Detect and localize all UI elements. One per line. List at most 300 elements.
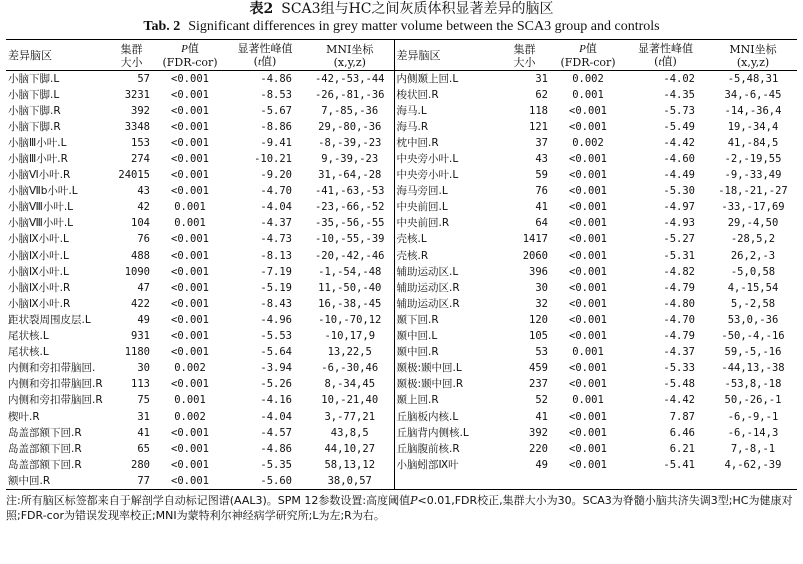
header-p-right: P值 (FDR-cor) <box>554 40 622 71</box>
left-mni-coords-cell: 44,10,27 <box>324 442 376 455</box>
left-cluster-size-cell: 274 <box>131 153 150 166</box>
left-t-value-cell: -5.53 <box>260 330 292 343</box>
right-region-cell: 壳核.R <box>394 248 495 264</box>
left-mni-coords-cell: -10,-70,12 <box>318 313 382 326</box>
table-row <box>6 119 797 135</box>
right-t-value-cell: -5.73 <box>663 104 695 117</box>
right-region-cell: 辅助运动区.R <box>394 280 495 296</box>
right-mni-coords-cell: -44,13,-38 <box>721 362 785 375</box>
table-row <box>6 329 797 345</box>
right-cluster-size-cell: 121 <box>529 120 548 133</box>
right-t-value-cell: -4.70 <box>663 313 695 326</box>
table-title-en <box>6 18 797 35</box>
left-mni-coords-cell: -6,-30,46 <box>321 362 379 375</box>
left-t-value-cell: -5.67 <box>260 104 292 117</box>
left-p-value-cell: <0.001 <box>171 136 209 149</box>
left-t-value-cell: -4.96 <box>260 313 292 326</box>
left-p-value-cell: <0.001 <box>171 233 209 246</box>
left-region-cell: 岛盖部额下回.R <box>8 426 82 439</box>
left-t-value-cell: -4.16 <box>260 394 292 407</box>
left-cluster-size-cell: 24015 <box>118 169 150 182</box>
left-mni-coords-cell: 11,-50,-40 <box>318 281 382 294</box>
right-cluster-size-cell: 37 <box>535 136 548 149</box>
left-p-value-cell: <0.001 <box>171 346 209 359</box>
right-cluster-size-cell: 30 <box>535 281 548 294</box>
right-p-value-cell: <0.001 <box>569 442 607 455</box>
table-row <box>6 232 797 248</box>
left-cluster-size-cell: 1180 <box>124 346 150 359</box>
right-mni-coords-cell <box>709 473 797 490</box>
table-row <box>6 345 797 361</box>
table-row <box>6 280 797 296</box>
table-row <box>6 361 797 377</box>
left-p-value-cell: <0.001 <box>171 104 209 117</box>
right-p-value-cell: <0.001 <box>569 458 607 471</box>
right-p-value-cell: <0.001 <box>569 233 607 246</box>
left-region-cell: 额中回.R <box>8 474 51 487</box>
left-mni-coords-cell: 58,13,12 <box>324 458 376 471</box>
header-region-left: 差异脑区 <box>6 40 107 71</box>
left-mni-coords-cell: -42,-53,-44 <box>314 72 385 85</box>
right-t-value-cell: -4.79 <box>663 281 695 294</box>
right-cluster-size-cell: 392 <box>529 426 548 439</box>
right-region-cell: 梭状回.R <box>394 87 495 103</box>
left-t-value-cell: -4.57 <box>260 426 292 439</box>
left-p-value-cell: <0.001 <box>171 281 209 294</box>
left-p-value-cell: <0.001 <box>171 474 209 487</box>
right-cluster-size-cell: 105 <box>529 330 548 343</box>
left-p-value-cell: <0.001 <box>171 72 209 85</box>
table-row <box>6 296 797 312</box>
left-mni-coords-cell: 7,-85,-36 <box>321 104 379 117</box>
table-row <box>6 184 797 200</box>
header-t-left: 显著性峰值 (t值) <box>224 40 306 71</box>
left-p-value-cell: <0.001 <box>171 249 209 262</box>
left-t-value-cell: -9.20 <box>260 169 292 182</box>
table-row <box>6 71 797 88</box>
left-p-value-cell: 0.001 <box>174 394 206 407</box>
header-mni-left: MNI坐标 (x,y,z) <box>306 40 394 71</box>
right-region-cell: 辅助运动区.R <box>394 296 495 312</box>
right-mni-coords-cell: -14,-36,4 <box>724 104 782 117</box>
right-mni-coords-cell: 7,-8,-1 <box>730 442 776 455</box>
table-header <box>6 40 797 71</box>
right-region-cell: 中央旁小叶.L <box>394 168 495 184</box>
left-cluster-size-cell: 104 <box>131 217 150 230</box>
right-p-value-cell: <0.001 <box>569 426 607 439</box>
right-region-cell: 中央前回.R <box>394 216 495 232</box>
left-t-value-cell: -4.86 <box>260 442 292 455</box>
right-t-value-cell: -4.80 <box>663 297 695 310</box>
table-row <box>6 425 797 441</box>
right-mni-coords-cell: -28,5,2 <box>730 233 776 246</box>
table-row <box>6 457 797 473</box>
right-cluster-size-cell: 64 <box>535 217 548 230</box>
right-t-value-cell: 7.87 <box>669 410 695 423</box>
left-p-value-cell: <0.001 <box>171 297 209 310</box>
left-mni-coords-cell: 43,8,5 <box>330 426 369 439</box>
left-region-cell: 内侧和旁扣带脑回. <box>8 362 96 375</box>
right-mni-coords-cell: -6,-14,3 <box>727 426 779 439</box>
left-t-value-cell: -7.19 <box>260 265 292 278</box>
right-mni-coords-cell: 59,-5,-16 <box>724 346 782 359</box>
left-p-value-cell: <0.001 <box>171 120 209 133</box>
left-p-value-cell: 0.001 <box>174 201 206 214</box>
right-cluster-size-cell: 120 <box>529 313 548 326</box>
right-t-value-cell: -5.31 <box>663 249 695 262</box>
right-region-cell: 海马旁回.L <box>394 184 495 200</box>
table-row <box>6 473 797 490</box>
left-cluster-size-cell: 41 <box>137 426 150 439</box>
right-cluster-size-cell: 49 <box>535 458 548 471</box>
table-row <box>6 103 797 119</box>
right-mni-coords-cell: -50,-4,-16 <box>721 330 785 343</box>
left-cluster-size-cell: 488 <box>131 249 150 262</box>
left-cluster-size-cell: 113 <box>131 378 150 391</box>
left-p-value-cell: 0.002 <box>174 362 206 375</box>
right-region-cell: 海马.R <box>394 119 495 135</box>
left-cluster-size-cell: 49 <box>137 313 150 326</box>
right-mni-coords-cell: 53,0,-36 <box>727 313 779 326</box>
left-p-value-cell: <0.001 <box>171 88 209 101</box>
right-p-value-cell: <0.001 <box>569 281 607 294</box>
right-mni-coords-cell: 29,-4,50 <box>727 217 779 230</box>
right-region-cell: 辅助运动区.L <box>394 264 495 280</box>
left-mni-coords-cell: -10,17,9 <box>324 330 376 343</box>
left-mni-coords-cell: -35,-56,-55 <box>314 217 385 230</box>
table-row <box>6 216 797 232</box>
table-row <box>6 312 797 328</box>
right-cluster-size-cell: 59 <box>535 169 548 182</box>
left-mni-coords-cell: 16,-38,-45 <box>318 297 382 310</box>
left-t-value-cell: -10.21 <box>254 153 292 166</box>
right-mni-coords-cell: 50,-26,-1 <box>724 394 782 407</box>
right-cluster-size-cell: 76 <box>535 185 548 198</box>
left-t-value-cell: -4.04 <box>260 410 292 423</box>
left-cluster-size-cell: 57 <box>137 72 150 85</box>
table-title-cn <box>6 0 797 18</box>
left-t-value-cell: -4.04 <box>260 201 292 214</box>
left-region-cell: 小脑下脚.L <box>8 72 60 85</box>
left-region-cell: 小脑下脚.L <box>8 88 60 101</box>
right-region-cell: 颞下回.R <box>394 312 495 328</box>
table-row <box>6 200 797 216</box>
left-t-value-cell: -5.35 <box>260 458 292 471</box>
table-caption-cn: SCA3组与HC之间灰质体积显著差异的脑区 <box>281 1 554 17</box>
left-cluster-size-cell: 77 <box>137 474 150 487</box>
right-p-value-cell: <0.001 <box>569 120 607 133</box>
right-region-cell <box>394 473 495 490</box>
right-mni-coords-cell: 19,-34,4 <box>727 120 779 133</box>
left-t-value-cell: -9.41 <box>260 136 292 149</box>
left-region-cell: 小脑Ⅶb小叶.L <box>8 185 78 198</box>
left-p-value-cell: <0.001 <box>171 153 209 166</box>
left-cluster-size-cell: 1090 <box>124 265 150 278</box>
left-t-value-cell: -8.86 <box>260 120 292 133</box>
header-p-left: P值 (FDR-cor) <box>156 40 224 71</box>
right-t-value-cell: -4.37 <box>663 346 695 359</box>
left-t-value-cell: -5.64 <box>260 346 292 359</box>
right-t-value-cell: -5.27 <box>663 233 695 246</box>
right-p-value-cell: 0.002 <box>572 136 604 149</box>
right-region-cell: 小脑蚓部Ⅸ叶 <box>394 457 495 473</box>
left-t-value-cell: -5.26 <box>260 378 292 391</box>
left-cluster-size-cell: 153 <box>131 136 150 149</box>
left-mni-coords-cell: -8,-39,-23 <box>318 136 382 149</box>
right-region-cell: 中央旁小叶.L <box>394 151 495 167</box>
table-row <box>6 168 797 184</box>
left-cluster-size-cell: 43 <box>137 185 150 198</box>
left-mni-coords-cell: -1,-54,-48 <box>318 265 382 278</box>
right-p-value-cell: <0.001 <box>569 201 607 214</box>
left-p-value-cell: <0.001 <box>171 330 209 343</box>
right-cluster-size-cell: 237 <box>529 378 548 391</box>
right-mni-coords-cell: 26,2,-3 <box>730 249 776 262</box>
left-region-cell: 楔叶.R <box>8 410 40 423</box>
table-row <box>6 377 797 393</box>
right-cluster-size-cell: 2060 <box>522 249 548 262</box>
right-p-value-cell: <0.001 <box>569 378 607 391</box>
right-t-value-cell: -4.82 <box>663 265 695 278</box>
right-region-cell: 颞上回.R <box>394 393 495 409</box>
right-t-value-cell: -4.42 <box>663 394 695 407</box>
table-row <box>6 264 797 280</box>
right-region-cell: 海马.L <box>394 103 495 119</box>
left-mni-coords-cell: 9,-39,-23 <box>321 153 379 166</box>
left-t-value-cell: -4.70 <box>260 185 292 198</box>
right-p-value-cell: 0.001 <box>572 394 604 407</box>
left-mni-coords-cell: -10,-55,-39 <box>314 233 385 246</box>
right-cluster-size-cell: 118 <box>529 104 548 117</box>
right-region-cell: 丘脑板内核.L <box>394 409 495 425</box>
left-mni-coords-cell: 29,-80,-36 <box>318 120 382 133</box>
right-p-value-cell: <0.001 <box>569 249 607 262</box>
right-region-cell: 颞中回.L <box>394 329 495 345</box>
left-cluster-size-cell: 42 <box>137 201 150 214</box>
right-cluster-size-cell: 459 <box>529 362 548 375</box>
right-p-value-cell: <0.001 <box>569 217 607 230</box>
right-p-value-cell: <0.001 <box>569 153 607 166</box>
table-body <box>6 71 797 490</box>
left-cluster-size-cell: 47 <box>137 281 150 294</box>
left-region-cell: 岛盖部额下回.R <box>8 442 82 455</box>
left-t-value-cell: -5.60 <box>260 474 292 487</box>
left-region-cell: 岛盖部额下回.R <box>8 458 82 471</box>
right-cluster-size-cell: 31 <box>535 72 548 85</box>
right-t-value-cell: -5.41 <box>663 458 695 471</box>
right-t-value-cell: 6.46 <box>669 426 695 439</box>
left-region-cell: 小脑下脚.R <box>8 120 61 133</box>
left-p-value-cell: 0.002 <box>174 410 206 423</box>
right-mni-coords-cell: -5,0,58 <box>730 265 776 278</box>
right-t-value-cell: -4.02 <box>663 72 695 85</box>
left-mni-coords-cell: -23,-66,-52 <box>314 201 385 214</box>
left-region-cell: 小脑Ⅷ小叶.L <box>8 201 74 214</box>
table-label-cn: 表2 <box>249 1 274 17</box>
right-mni-coords-cell: -5,48,31 <box>727 72 779 85</box>
left-cluster-size-cell: 3231 <box>124 88 150 101</box>
right-t-value-cell: -4.79 <box>663 330 695 343</box>
right-region-cell: 中央前回.L <box>394 200 495 216</box>
right-p-value-cell: <0.001 <box>569 185 607 198</box>
left-mni-coords-cell: 10,-21,40 <box>321 394 379 407</box>
right-mni-coords-cell: -33,-17,69 <box>721 201 785 214</box>
left-mni-coords-cell: -20,-42,-46 <box>314 249 385 262</box>
left-mni-coords-cell: 38,0,57 <box>327 474 372 487</box>
right-p-value-cell: <0.001 <box>569 313 607 326</box>
right-mni-coords-cell: -53,8,-18 <box>724 378 782 391</box>
table-row <box>6 248 797 264</box>
left-t-value-cell: -4.86 <box>260 72 292 85</box>
table-note: 注:所有脑区标签都来自于解剖学自动标记图谱(AAL3)。SPM 12参数设置:高度阈值P<0.01,FDR校正,集群大小为30。SCA3为脊髓小脑共济失调3型;HC为健康对照;FDR-cor为错误发现率校正;MNI为蒙特利尔神经病学研究所;L为左;R为右。 <box>6 494 793 523</box>
right-cluster-size-cell: 52 <box>535 394 548 407</box>
left-mni-coords-cell: 3,-77,21 <box>324 410 376 423</box>
right-t-value-cell: 6.21 <box>669 442 695 455</box>
table-label-en: Tab. 2 <box>143 19 181 34</box>
results-table <box>6 39 797 490</box>
left-cluster-size-cell: 30 <box>137 362 150 375</box>
right-mni-coords-cell: 5,-2,58 <box>730 297 776 310</box>
left-region-cell: 小脑Ⅸ小叶.R <box>8 297 71 310</box>
right-mni-coords-cell: -18,-21,-27 <box>718 185 788 198</box>
left-p-value-cell: <0.001 <box>171 185 209 198</box>
right-p-value-cell: <0.001 <box>569 104 607 117</box>
right-cluster-size-cell: 220 <box>529 442 548 455</box>
right-cluster-size-cell: 41 <box>535 410 548 423</box>
right-cluster-size-cell: 41 <box>535 201 548 214</box>
left-p-value-cell: <0.001 <box>171 378 209 391</box>
left-region-cell: 小脑Ⅲ小叶.L <box>8 136 67 149</box>
left-cluster-size-cell: 31 <box>137 410 150 423</box>
left-cluster-size-cell: 3348 <box>124 120 150 133</box>
right-cluster-size-cell <box>495 473 554 490</box>
right-region-cell: 颞极:颞中回.R <box>394 377 495 393</box>
left-cluster-size-cell: 392 <box>131 104 150 117</box>
right-t-value-cell: -5.49 <box>663 120 695 133</box>
left-region-cell: 小脑Ⅷ小叶.L <box>8 217 74 230</box>
right-p-value-cell: 0.001 <box>572 346 604 359</box>
right-region-cell: 颞极:颞中回.L <box>394 361 495 377</box>
left-cluster-size-cell: 76 <box>137 233 150 246</box>
left-t-value-cell: -4.73 <box>260 233 292 246</box>
right-region-cell: 内侧颞上回.L <box>394 71 495 88</box>
right-region-cell: 颞中回.R <box>394 345 495 361</box>
right-cluster-size-cell: 396 <box>529 265 548 278</box>
left-region-cell: 距状裂周围皮层.L <box>8 313 91 326</box>
left-t-value-cell: -3.94 <box>260 362 292 375</box>
right-mni-coords-cell: -2,-19,55 <box>724 153 782 166</box>
right-p-value-cell <box>554 473 622 490</box>
right-cluster-size-cell: 53 <box>535 346 548 359</box>
right-p-value-cell: <0.001 <box>569 265 607 278</box>
left-p-value-cell: 0.001 <box>174 217 206 230</box>
right-mni-coords-cell: -9,-33,49 <box>724 169 782 182</box>
right-mni-coords-cell: 4,-15,54 <box>727 281 779 294</box>
right-region-cell: 丘脑背内侧核.L <box>394 425 495 441</box>
header-t-right: 显著性峰值 (t值) <box>622 40 709 71</box>
right-p-value-cell: <0.001 <box>569 297 607 310</box>
header-cluster-right: 集群 大小 <box>495 40 554 71</box>
right-p-value-cell: <0.001 <box>569 362 607 375</box>
left-mni-coords-cell: 8,-34,45 <box>324 378 376 391</box>
left-region-cell: 小脑下脚.R <box>8 104 61 117</box>
left-cluster-size-cell: 931 <box>131 330 150 343</box>
right-mni-coords-cell: -6,-9,-1 <box>727 410 779 423</box>
right-p-value-cell: 0.002 <box>572 72 604 85</box>
left-region-cell: 内侧和旁扣带脑回.R <box>8 378 103 391</box>
left-cluster-size-cell: 422 <box>131 297 150 310</box>
left-region-cell: 尾状核.L <box>8 330 49 343</box>
right-p-value-cell: 0.001 <box>572 88 604 101</box>
right-t-value-cell: -5.30 <box>663 185 695 198</box>
right-t-value-cell: -5.48 <box>663 378 695 391</box>
right-t-value-cell: -4.93 <box>663 217 695 230</box>
right-cluster-size-cell: 62 <box>535 88 548 101</box>
left-t-value-cell: -8.53 <box>260 88 292 101</box>
table-row <box>6 135 797 151</box>
table-row <box>6 87 797 103</box>
left-p-value-cell: <0.001 <box>171 426 209 439</box>
left-p-value-cell: <0.001 <box>171 169 209 182</box>
table-row <box>6 393 797 409</box>
right-cluster-size-cell: 43 <box>535 153 548 166</box>
table-caption-en: Significant differences in grey matter volume between the SCA3 group and controls <box>188 19 660 34</box>
right-p-value-cell: <0.001 <box>569 330 607 343</box>
left-region-cell: 小脑Ⅲ小叶.R <box>8 153 68 166</box>
table-row <box>6 441 797 457</box>
right-mni-coords-cell: 34,-6,-45 <box>724 88 782 101</box>
left-p-value-cell: <0.001 <box>171 265 209 278</box>
right-mni-coords-cell: 41,-84,5 <box>727 136 779 149</box>
right-t-value-cell <box>622 473 709 490</box>
left-cluster-size-cell: 280 <box>131 458 150 471</box>
right-t-value-cell: -4.35 <box>663 88 695 101</box>
left-mni-coords-cell: -41,-63,-53 <box>314 185 385 198</box>
left-region-cell: 内侧和旁扣带脑回.R <box>8 394 103 407</box>
left-mni-coords-cell: 13,22,5 <box>327 346 372 359</box>
right-mni-coords-cell: 4,-62,-39 <box>724 458 782 471</box>
right-region-cell: 枕中回.R <box>394 135 495 151</box>
left-t-value-cell: -5.19 <box>260 281 292 294</box>
right-p-value-cell: <0.001 <box>569 169 607 182</box>
right-cluster-size-cell: 1417 <box>522 233 548 246</box>
left-cluster-size-cell: 75 <box>137 394 150 407</box>
table-row <box>6 409 797 425</box>
right-t-value-cell: -4.49 <box>663 169 695 182</box>
right-t-value-cell: -4.60 <box>663 153 695 166</box>
left-region-cell: 小脑Ⅸ小叶.L <box>8 233 69 246</box>
left-t-value-cell: -8.13 <box>260 249 292 262</box>
left-region-cell: 小脑Ⅸ小叶.L <box>8 265 69 278</box>
right-t-value-cell: -5.33 <box>663 362 695 375</box>
left-mni-coords-cell: 31,-64,-28 <box>318 169 382 182</box>
left-region-cell: 小脑Ⅸ小叶.R <box>8 281 71 294</box>
left-p-value-cell: <0.001 <box>171 313 209 326</box>
left-region-cell: 小脑Ⅵ小叶.R <box>8 169 71 182</box>
left-region-cell: 小脑Ⅸ小叶.L <box>8 249 69 262</box>
right-region-cell: 壳核.L <box>394 232 495 248</box>
table-row <box>6 151 797 167</box>
left-mni-coords-cell: -26,-81,-36 <box>314 88 385 101</box>
right-t-value-cell: -4.42 <box>663 136 695 149</box>
left-cluster-size-cell: 65 <box>137 442 150 455</box>
header-mni-right: MNI坐标 (x,y,z) <box>709 40 797 71</box>
left-region-cell: 尾状核.L <box>8 346 49 359</box>
left-t-value-cell: -8.43 <box>260 297 292 310</box>
right-t-value-cell: -4.97 <box>663 201 695 214</box>
right-region-cell: 丘脑腹前核.R <box>394 441 495 457</box>
right-p-value-cell: <0.001 <box>569 410 607 423</box>
